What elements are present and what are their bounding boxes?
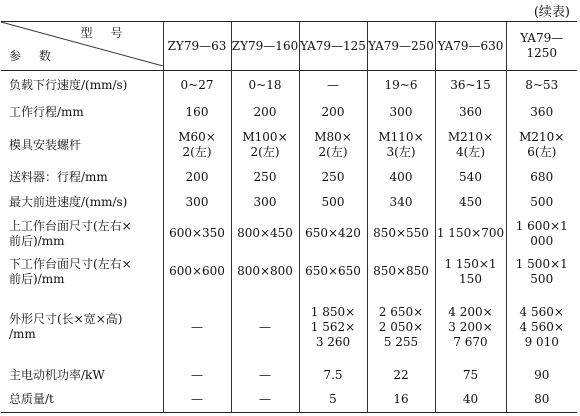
header-row — [1, 22, 577, 71]
value-line: 1 562× — [310, 319, 356, 334]
value-line: 5 — [329, 392, 337, 407]
value-line: 2(左) — [250, 145, 280, 160]
corner-top-label: 型号 — [80, 26, 141, 40]
value-cell — [299, 215, 367, 253]
value-cell — [163, 71, 231, 100]
value-line: 160 — [185, 104, 209, 119]
table-row — [1, 165, 577, 190]
value-cell — [299, 291, 367, 363]
value-cell — [299, 190, 367, 215]
value-cell — [367, 165, 435, 190]
value-cell — [367, 125, 435, 165]
value-line: 650×650 — [305, 264, 361, 279]
value-cell — [506, 363, 577, 388]
value-cell — [231, 253, 299, 291]
value-cell — [367, 253, 435, 291]
value-line: 600×600 — [169, 264, 225, 279]
param-label-line: 工作行程/mm — [9, 104, 84, 119]
param-label-cell — [1, 291, 163, 363]
value-cell — [435, 125, 506, 165]
value-line: 360 — [530, 104, 554, 119]
value-line: 5 255 — [383, 334, 419, 349]
value-line: 4 560× — [519, 319, 564, 334]
value-line: — — [191, 392, 203, 407]
value-line: 2 050× — [378, 319, 424, 334]
param-label-cell — [1, 125, 163, 165]
value-cell — [163, 190, 231, 215]
value-cell — [299, 71, 367, 100]
value-cell — [435, 291, 506, 363]
value-line: 75 — [462, 367, 479, 382]
value-cell — [299, 253, 367, 291]
value-cell — [163, 388, 231, 413]
value-cell — [435, 165, 506, 190]
value-line: 0~18 — [248, 78, 282, 93]
value-line: 2(左) — [182, 145, 212, 160]
value-cell — [435, 363, 506, 388]
value-cell — [435, 253, 506, 291]
param-label-line: 送料器：行程/mm — [9, 170, 108, 185]
value-line: 800×450 — [237, 226, 293, 241]
value-line: — — [327, 78, 339, 93]
spec-table — [1, 21, 577, 413]
param-label-cell — [1, 363, 163, 388]
value-line: 16 — [393, 392, 409, 407]
value-cell — [506, 388, 577, 413]
table-row — [1, 363, 577, 388]
value-line: 250 — [321, 170, 345, 185]
value-line: 300 — [185, 194, 209, 209]
value-line: 4 200× — [448, 304, 493, 319]
model-header-cell: YA79—630 — [435, 22, 506, 71]
value-cell — [163, 100, 231, 125]
value-line: 400 — [389, 170, 413, 185]
table-row — [1, 291, 577, 363]
value-line: M100× — [242, 130, 288, 145]
value-line: 850×550 — [373, 226, 429, 241]
param-label-line: 负载下行速度/(mm/s) — [9, 78, 128, 93]
corner-cell — [1, 22, 163, 71]
value-cell — [367, 100, 435, 125]
value-line: 1 500×1 500 — [515, 256, 568, 286]
value-cell — [506, 291, 577, 363]
value-line: M210× — [447, 130, 494, 145]
model-header-cell: YA79—250 — [367, 22, 435, 71]
value-cell — [231, 388, 299, 413]
value-line: M60× — [178, 130, 216, 145]
param-label-line: /mm — [9, 327, 36, 341]
value-line: 1 150×1 150 — [444, 256, 497, 286]
model-header-cell: YA79—1250 — [506, 22, 577, 71]
value-cell — [299, 363, 367, 388]
param-label-line: 模具安装螺杆 — [9, 137, 82, 152]
param-label-cell — [1, 215, 163, 253]
value-cell — [506, 215, 577, 253]
param-label-cell — [1, 100, 163, 125]
table-row — [1, 190, 577, 215]
value-line: M80× — [314, 130, 352, 145]
value-line: 4(左) — [456, 145, 485, 160]
value-line: 850×850 — [373, 264, 429, 279]
value-line: 1 850× — [310, 304, 356, 319]
table-row — [1, 100, 577, 125]
value-line: 450 — [459, 194, 482, 209]
value-line: 300 — [253, 194, 277, 209]
value-line: 200 — [185, 170, 209, 185]
param-label-line: 下工作台面尺寸(左右× — [9, 256, 132, 271]
value-cell — [506, 125, 577, 165]
value-line: 3(左) — [386, 145, 416, 160]
value-line: 300 — [389, 104, 413, 119]
value-line: 2 650× — [378, 304, 424, 319]
table-row — [1, 71, 577, 100]
param-label-cell — [1, 71, 163, 100]
value-cell — [299, 125, 367, 165]
param-label-line: 前后)/mm — [9, 233, 65, 248]
value-cell — [367, 215, 435, 253]
value-line: 540 — [459, 170, 482, 185]
value-cell — [435, 215, 506, 253]
param-label-line: 最大前进速度/(mm/s) — [9, 194, 128, 209]
value-line: 2(左) — [318, 145, 348, 160]
value-line: — — [191, 367, 203, 382]
value-cell — [435, 100, 506, 125]
value-cell — [231, 165, 299, 190]
value-line: 500 — [530, 194, 554, 209]
value-cell — [299, 165, 367, 190]
value-cell — [367, 71, 435, 100]
value-line: 7 670 — [453, 334, 488, 349]
value-cell — [163, 125, 231, 165]
param-label-line: 主电动机功率/kW — [9, 367, 105, 382]
value-cell — [299, 100, 367, 125]
value-line: 40 — [462, 392, 479, 407]
value-line: — — [259, 392, 271, 407]
param-label-cell — [1, 190, 163, 215]
value-line: 3 260 — [315, 334, 351, 349]
value-line: 1 600×1 000 — [515, 218, 568, 248]
value-cell — [231, 215, 299, 253]
value-line: 3 200× — [448, 319, 493, 334]
model-header-cell: ZY79—160 — [231, 22, 299, 71]
value-line: 19~6 — [384, 78, 418, 93]
value-cell — [435, 71, 506, 100]
value-line: 800×800 — [237, 264, 293, 279]
param-label-cell — [1, 253, 163, 291]
param-label-cell — [1, 165, 163, 190]
value-line: 36~15 — [450, 78, 491, 93]
value-line: 200 — [253, 104, 277, 119]
value-line: 680 — [530, 170, 554, 185]
param-label-line: 前后)/mm — [9, 271, 65, 286]
param-label-line: 上工作台面尺寸(左右× — [9, 218, 132, 233]
param-label-line: 总质量/t — [9, 392, 54, 407]
model-header-cell: ZY79—63 — [163, 22, 231, 71]
value-line: — — [259, 319, 271, 334]
value-cell — [163, 253, 231, 291]
value-cell — [435, 190, 506, 215]
value-cell — [367, 190, 435, 215]
value-cell — [163, 291, 231, 363]
value-cell — [163, 165, 231, 190]
value-cell — [231, 363, 299, 388]
table-row — [1, 125, 577, 165]
value-cell — [367, 388, 435, 413]
value-line: 90 — [534, 367, 550, 382]
value-line: 500 — [321, 194, 345, 209]
value-cell — [231, 100, 299, 125]
value-line: 650×420 — [305, 226, 361, 241]
value-cell — [506, 190, 577, 215]
value-line: 6(左) — [527, 145, 557, 160]
value-cell — [231, 125, 299, 165]
model-header-cell: YA79—125 — [299, 22, 367, 71]
table-row — [1, 253, 577, 291]
value-line: 1 150×700 — [436, 226, 505, 241]
value-line: 22 — [393, 367, 409, 382]
continued-label: (续表) — [533, 5, 570, 20]
value-line: 360 — [459, 104, 482, 119]
value-line: 340 — [389, 194, 413, 209]
value-line: — — [259, 367, 271, 382]
value-line: — — [191, 319, 203, 334]
table-row — [1, 215, 577, 253]
value-line: 80 — [534, 392, 550, 407]
value-cell — [506, 71, 577, 100]
value-cell — [231, 291, 299, 363]
value-line: M110× — [378, 130, 424, 145]
value-line: 200 — [321, 104, 345, 119]
value-cell — [367, 363, 435, 388]
value-line: 8~53 — [525, 78, 559, 93]
value-cell — [299, 388, 367, 413]
param-label-cell — [1, 388, 163, 413]
value-line: 0~27 — [180, 78, 214, 93]
value-cell — [231, 71, 299, 100]
value-line: M210× — [519, 130, 565, 145]
table-row — [1, 388, 577, 413]
value-line: 250 — [253, 170, 277, 185]
value-cell — [435, 388, 506, 413]
value-line: 600×350 — [169, 226, 225, 241]
param-label-line: 外形尺寸(长×宽×高) — [9, 312, 123, 326]
value-cell — [163, 363, 231, 388]
value-line: 7.5 — [323, 367, 343, 382]
value-cell — [163, 215, 231, 253]
corner-bottom-label: 参数 — [9, 49, 70, 64]
value-cell — [506, 253, 577, 291]
value-line: 9 010 — [524, 334, 559, 349]
value-cell — [506, 165, 577, 190]
value-cell — [367, 291, 435, 363]
value-cell — [231, 190, 299, 215]
value-line: 4 560× — [519, 304, 564, 319]
value-cell — [506, 100, 577, 125]
